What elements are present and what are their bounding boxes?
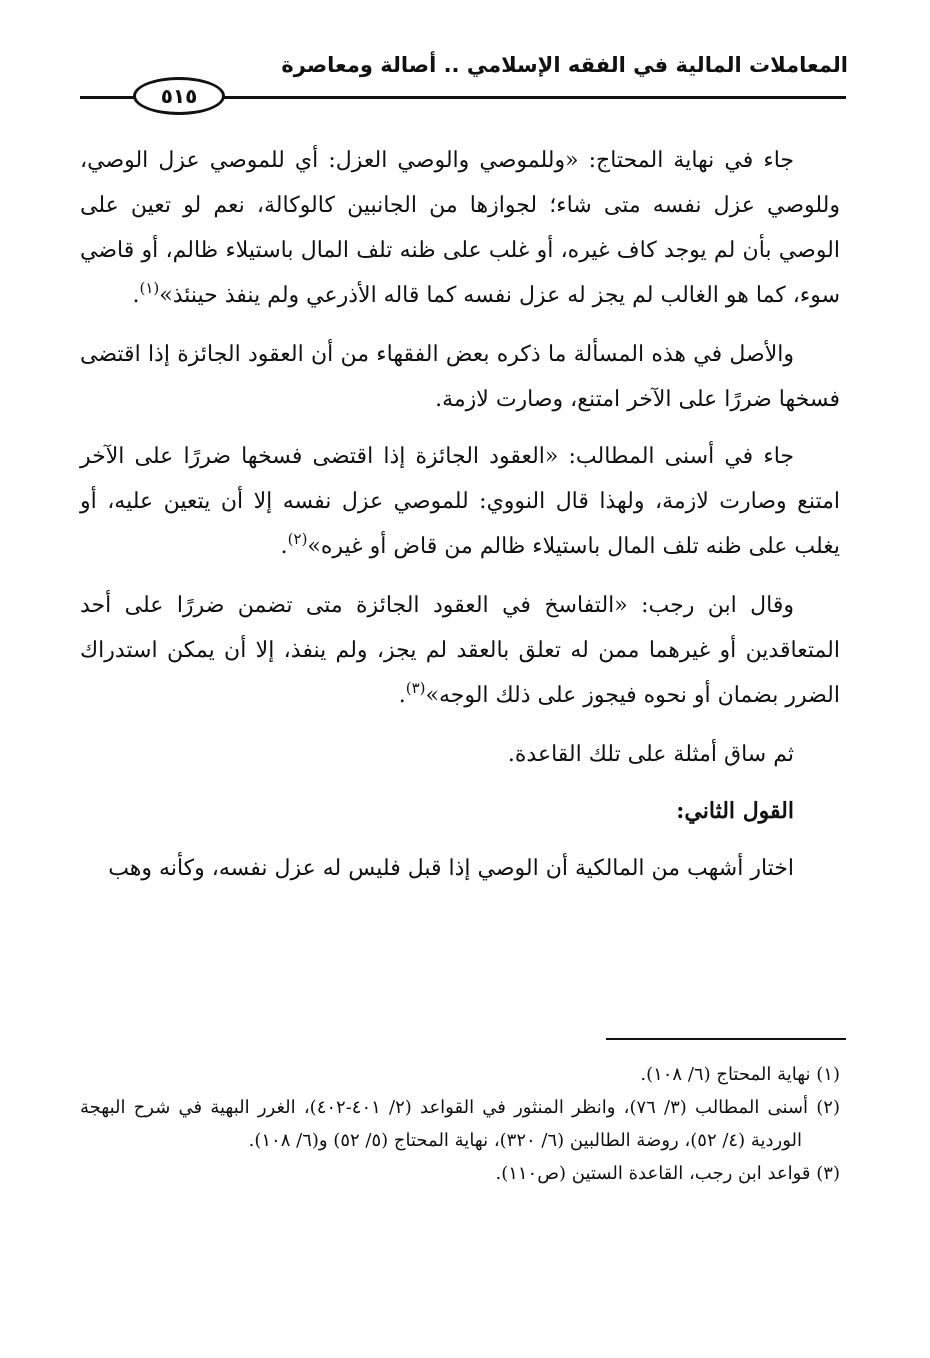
paragraph-2: والأصل في هذه المسألة ما ذكره بعض الفقهاء من أن العقود الجائزة إذا اقتضى فسخها ضررًا على الآخر امتنع، وصارت لازمة. — [80, 342, 840, 412]
footnote-ref-2: (٢) — [287, 530, 308, 548]
page-number: ٥١٥ — [133, 77, 225, 115]
paragraph-1: جاء في نهاية المحتاج: «وللموصي والوصي العزل: أي للموصي عزل الوصي، وللوصي عزل نفسه متى شاء؛ لجوازها من الجانبين كالوكالة، نعم لو تعين على الوصي بأن لم يوجد كاف غيره، أو غلب على ظنه تلف المال باستيلاء ظالم، أو قاضي سوء، كما هو الغالب لم يجز له عزل نفسه كما قاله الأذرعي ولم ينفذ حينئذ»$^{(١)}$. — [80, 148, 840, 308]
body-text — [80, 138, 840, 903]
paragraph-3-text: جاء في أسنى المطالب: «العقود الجائزة إذا اقتضى فسخها ضررًا على الآخر امتنع وصارت لازمة، ولهذا قال النووي: للموصي عزل نفسه إلا أن يتعين عليه، أو يغلب على ظنه تلف المال باستيلاء ظالم من قاض أو غيره» — [80, 444, 840, 559]
section-heading: القول الثاني: — [676, 798, 794, 824]
footnote-ref-3: (٣) — [405, 679, 426, 697]
paragraph-3: جاء في أسنى المطالب: «العقود الجائزة إذا اقتضى فسخها ضررًا على الآخر امتنع وصارت لازمة، ولهذا قال النووي: للموصي عزل نفسه إلا أن يتعين عليه، أو يغلب على ظنه تلف المال باستيلاء ظالم من قاض أو غيره»$^{(٢)}$. — [80, 444, 840, 559]
paragraph-1-text: جاء في نهاية المحتاج: «وللموصي والوصي العزل: أي للموصي عزل الوصي، وللوصي عزل نفسه متى شاء؛ لجوازها من الجانبين كالوكالة، نعم لو تعين على الوصي بأن لم يوجد كاف غيره، أو غلب على ظنه تلف المال باستيلاء ظالم، أو قاضي سوء، كما هو الغالب لم يجز له عزل نفسه كما قاله الأذرعي ولم ينفذ حينئذ» — [80, 148, 840, 308]
paragraph-4-text: وقال ابن رجب: «التفاسخ في العقود الجائزة متى تضمن ضررًا على أحد المتعاقدين أو غيرهما ممن له تعلق بالعقد لم يجز، ولم ينفذ، إلا أن يمكن استدراك الضرر بضمان أو نحوه فيجوز على ذلك الوجه» — [80, 593, 840, 708]
paragraph-4: وقال ابن رجب: «التفاسخ في العقود الجائزة متى تضمن ضررًا على أحد المتعاقدين أو غيرهما ممن له تعلق بالعقد لم يجز، ولم ينفذ، إلا أن يمكن استدراك الضرر بضمان أو نحوه فيجوز على ذلك الوجه»$^{(٣)}$. — [80, 593, 840, 708]
footnote-3: (٣) قواعد ابن رجب، القاعدة الستين (ص١١٠). — [495, 1163, 840, 1184]
paragraph-6: اختار أشهب من المالكية أن الوصي إذا قبل فليس له عزل نفسه، وكأنه وهب — [108, 856, 794, 881]
footnote-ref-1: (١) — [139, 279, 160, 297]
footnote-2: (٢) أسنى المطالب (٣/ ٧٦)، وانظر المنثور في القواعد (٢/ ٤٠١-٤٠٢)، الغرر البهية في شرح البهجة الوردية (٤/ ٥٢)، روضة الطالبين (٦/ ٣٢٠)، نهاية المحتاج (٥/ ٥٢) و(٦/ ١٠٨). — [80, 1097, 840, 1151]
footnote-separator — [606, 1038, 846, 1040]
running-title: المعاملات المالية في الفقه الإسلامي .. أصالة ومعاصرة — [281, 53, 848, 77]
footnotes — [80, 1058, 840, 1190]
footnote-1: (١) نهاية المحتاج (٦/ ١٠٨). — [640, 1064, 840, 1085]
paragraph-5: ثم ساق أمثلة على تلك القاعدة. — [507, 742, 794, 767]
